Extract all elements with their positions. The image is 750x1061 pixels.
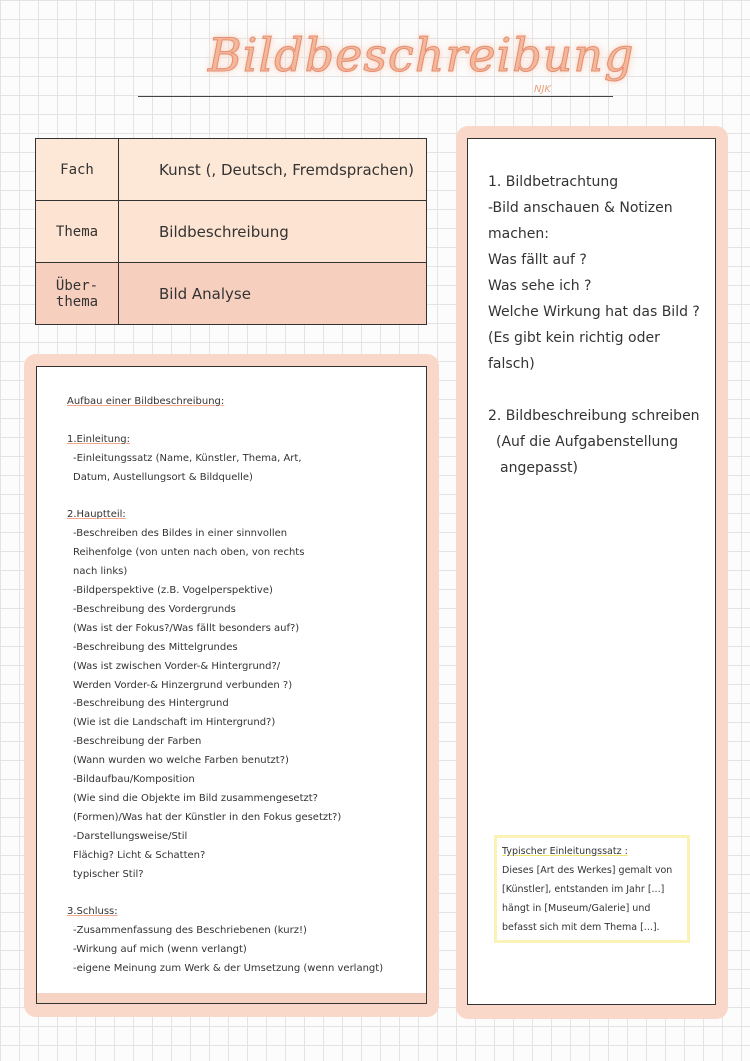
main-line: (Was ist der Fokus?/Was fällt besonders auf?): [73, 622, 300, 634]
main-line: -Beschreibung der Farben: [73, 736, 202, 748]
main-line: -Beschreibung des Mittelgrundes: [73, 641, 238, 653]
step2-line: (Auf die Aufgabenstellung: [496, 434, 679, 450]
note-title: Typischer Einleitungssatz :: [502, 846, 628, 857]
main-line: (Wie sind die Objekte im Bild zusammengesetzt?: [73, 793, 318, 804]
main-line: -Bildperspektive (z.B. Vogelperspektive): [73, 585, 273, 597]
step2-line: angepasst): [500, 460, 578, 476]
intro-line: -Einleitungssatz (Name, Künstler, Thema, Art,: [73, 452, 302, 464]
meta-table: [35, 138, 427, 325]
intro-sentence-note: [494, 835, 690, 943]
meta-value: Bild Analyse: [119, 263, 427, 325]
main-line: Flächig? Licht & Schatten?: [73, 849, 206, 861]
meta-key-line: Über-: [55, 277, 99, 294]
author-initials: NJK: [534, 84, 551, 95]
step1-line: Was sehe ich ?: [488, 278, 592, 294]
main-title: 2.Hauptteil:: [67, 509, 126, 521]
step1-line: Welche Wirkung hat das Bild ?: [488, 304, 700, 320]
main-line: -Beschreiben des Bildes in einer sinnvollen: [73, 528, 288, 540]
step1-line: -Bild anschauen & Notizen: [488, 200, 673, 216]
intro-line: Datum, Austellungsort & Bildquelle): [73, 471, 253, 483]
main-line: -Bildaufbau/Komposition: [73, 774, 195, 786]
main-line: -Beschreibung des Vordergrunds: [73, 603, 236, 615]
steps-text: [488, 169, 710, 481]
end-title: 3.Schluss:: [67, 906, 118, 918]
main-line: Werden Vorder-& Hinzergrund verbunden ?): [73, 679, 293, 691]
step1-line: machen:: [488, 226, 549, 242]
meta-key: Fach: [36, 139, 119, 201]
step2-title: 2. Bildbeschreibung schreiben: [488, 408, 700, 424]
meta-key: Thema: [36, 201, 119, 263]
note-line: hängt in [Museum/Galerie] und: [502, 903, 651, 914]
end-line: -eigene Meinung zum Werk & der Umsetzung (wenn verlangt): [73, 963, 384, 975]
intro-title: 1.Einleitung:: [67, 433, 130, 445]
end-line: -Zusammenfassung des Beschriebenen (kurz!): [73, 925, 307, 937]
meta-row-thema: [36, 201, 427, 263]
main-line: Reihenfolge (von unten nach oben, von rechts: [73, 547, 305, 559]
main-line: (Was ist zwischen Vorder-& Hintergrund?/: [73, 660, 281, 672]
step1-line: (Es gibt kein richtig oder: [488, 330, 660, 346]
main-line: (Wann wurden wo welche Farben benutzt?): [73, 755, 289, 767]
note-line: [Künstler], entstanden im Jahr [...]: [502, 884, 665, 895]
meta-row-ueberthema: [36, 263, 427, 325]
main-line: -Beschreibung des Hintergrund: [73, 698, 229, 710]
note-line: befasst sich mit dem Thema [...].: [502, 922, 660, 933]
structure-text: [67, 393, 417, 979]
main-line: typischer Stil?: [73, 868, 144, 880]
steps-panel: [467, 138, 716, 1005]
meta-row-fach: [36, 139, 427, 201]
meta-value: Kunst (, Deutsch, Fremdsprachen): [119, 139, 427, 201]
main-line: (Wie ist die Landschaft im Hintergrund?): [73, 717, 276, 729]
title-area: [150, 22, 635, 102]
page-title: Bildbeschreibung: [208, 28, 635, 82]
meta-key-line: thema: [55, 293, 99, 310]
note-line: Dieses [Art des Werkes] gemalt von: [502, 865, 673, 876]
meta-key: [36, 263, 119, 325]
main-line: nach links): [73, 566, 128, 578]
end-line: -Wirkung auf mich (wenn verlangt): [73, 944, 247, 956]
structure-panel: [36, 366, 427, 1004]
step1-line: falsch): [488, 356, 535, 372]
step1-line: Was fällt auf ?: [488, 252, 587, 268]
title-underline: [138, 96, 613, 97]
structure-heading: Aufbau einer Bildbeschreibung:: [67, 396, 225, 407]
main-line: (Formen)/Was hat der Künstler in den Fokus gesetzt?): [73, 811, 342, 823]
main-line: -Darstellungsweise/Stil: [73, 830, 188, 842]
meta-value: Bildbeschreibung: [119, 201, 427, 263]
step1-title: 1. Bildbetrachtung: [488, 174, 619, 190]
